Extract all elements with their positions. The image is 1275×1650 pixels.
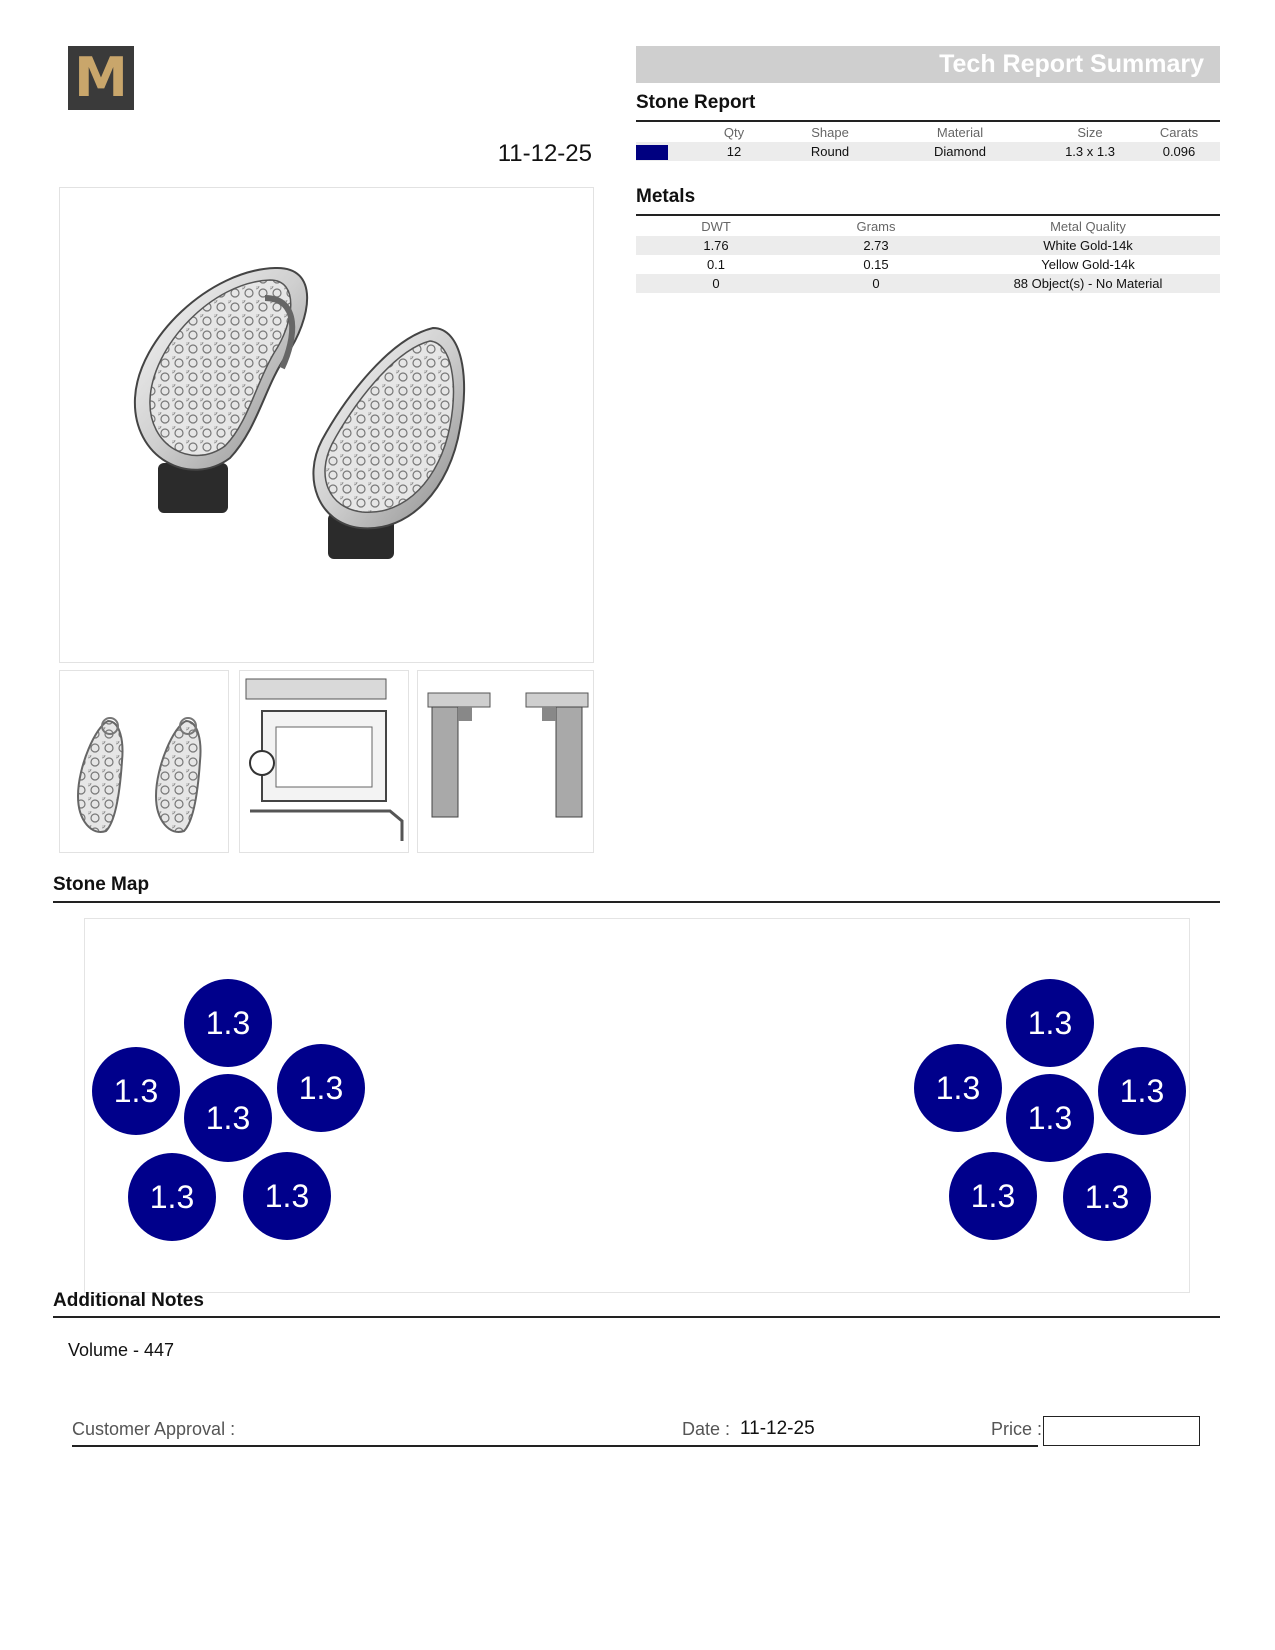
- approval-date-label: Date :: [682, 1419, 731, 1439]
- approval-date-value: 11-12-25: [740, 1418, 815, 1439]
- stone-marker: 1.3: [184, 1074, 272, 1162]
- logo-letter: M: [74, 46, 128, 109]
- col-shape: Shape: [811, 124, 849, 140]
- stone-material: Diamond: [878, 142, 1042, 161]
- signature-line: [72, 1445, 1038, 1447]
- stone-map-panel: [84, 918, 1190, 1293]
- right-earring: [313, 328, 464, 559]
- thumbnail-front-view: [59, 670, 229, 853]
- thumbnail-profile-view: [417, 670, 594, 853]
- notes-rule: [53, 1316, 1220, 1318]
- customer-approval-label: Customer Approval :: [72, 1419, 236, 1439]
- table-row: [636, 142, 1220, 161]
- stone-report-header-row: [636, 122, 1220, 142]
- stone-report-title: Stone Report: [636, 92, 756, 113]
- stone-marker: 1.3: [1098, 1047, 1186, 1135]
- stone-report-table: [636, 122, 1220, 161]
- notes-text: Volume - 447: [68, 1340, 175, 1360]
- stone-qty: 12: [686, 142, 782, 161]
- report-title: Tech Report Summary: [939, 50, 1204, 78]
- stone-marker: 1.3: [277, 1044, 365, 1132]
- col-material: Material: [936, 124, 984, 140]
- metal-quality: 88 Object(s) - No Material: [956, 274, 1220, 293]
- metals-header-row: [636, 216, 1220, 236]
- stone-color-swatch: [636, 145, 668, 160]
- stone-map-rule: [53, 901, 1220, 903]
- stone-marker: 1.3: [1063, 1153, 1151, 1241]
- metals-table: [636, 216, 1220, 293]
- stone-marker: 1.3: [1006, 1074, 1094, 1162]
- metal-grams: 0: [796, 274, 956, 293]
- document-date: 11-12-25: [497, 140, 592, 167]
- stone-marker: 1.3: [184, 979, 272, 1067]
- price-input[interactable]: [1043, 1416, 1200, 1446]
- stone-size: 1.3 x 1.3: [1042, 142, 1138, 161]
- metal-dwt: 1.76: [636, 236, 796, 255]
- left-earring: [135, 268, 307, 513]
- col-carats: Carats: [1159, 124, 1199, 140]
- metal-grams: 0.15: [863, 257, 889, 272]
- metal-quality: White Gold-14k: [956, 236, 1220, 255]
- stone-marker: 1.3: [243, 1152, 331, 1240]
- col-dwt: DWT: [701, 218, 731, 234]
- stone-marker: 1.3: [914, 1044, 1002, 1132]
- metals-title: Metals: [636, 186, 696, 207]
- stone-carats: 0.096: [1138, 142, 1220, 161]
- earrings-render: [60, 188, 593, 662]
- metal-grams: 2.73: [796, 236, 956, 255]
- main-render-image: [59, 187, 594, 663]
- col-size: Size: [1077, 124, 1103, 140]
- metal-quality: Yellow Gold-14k: [1041, 257, 1135, 272]
- report-banner: [636, 46, 1220, 83]
- table-row: [636, 274, 1220, 293]
- col-grams: Grams: [856, 218, 896, 234]
- notes-title: Additional Notes: [53, 1290, 204, 1311]
- col-qty: Qty: [723, 124, 745, 140]
- stone-map-title: Stone Map: [53, 874, 150, 895]
- stone-marker: 1.3: [949, 1152, 1037, 1240]
- col-metal-quality: Metal Quality: [1050, 218, 1126, 234]
- stone-shape: Round: [782, 142, 878, 161]
- stone-marker: 1.3: [92, 1047, 180, 1135]
- stone-marker: 1.3: [1006, 979, 1094, 1067]
- table-row: [636, 255, 1220, 274]
- table-row: [636, 236, 1220, 255]
- metal-dwt: 0: [636, 274, 796, 293]
- thumbnail-side-view: [239, 670, 409, 853]
- metal-dwt: 0.1: [706, 257, 726, 272]
- company-logo: [68, 46, 134, 110]
- stone-marker: 1.3: [128, 1153, 216, 1241]
- price-label: Price :: [991, 1419, 1043, 1439]
